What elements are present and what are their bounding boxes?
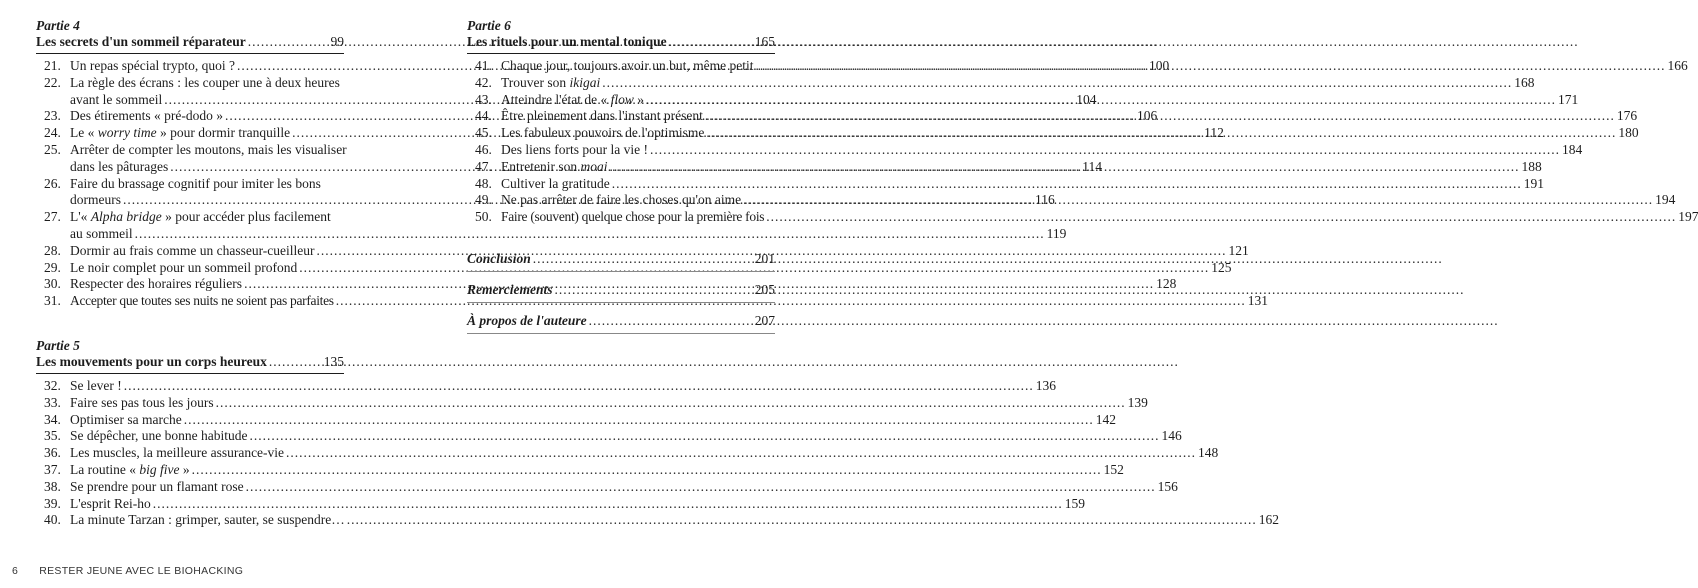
entry-number: 32. bbox=[44, 377, 61, 393]
entry-number: 50. bbox=[475, 209, 492, 225]
page-number: 197 bbox=[1678, 209, 1698, 225]
entry-number: 30. bbox=[44, 276, 61, 292]
entry-number: 37. bbox=[44, 461, 61, 477]
entry-title: Respecter des horaires réguliers bbox=[70, 276, 243, 292]
leader-dots bbox=[184, 412, 1094, 429]
page-number: 176 bbox=[1616, 108, 1638, 124]
entry-number: 39. bbox=[44, 495, 61, 511]
page-number: 116 bbox=[1035, 192, 1055, 208]
toc-entry[interactable] bbox=[36, 259, 1232, 277]
page-number: 188 bbox=[1521, 158, 1542, 174]
toc-entry[interactable] bbox=[467, 209, 1698, 226]
page-number: 162 bbox=[1258, 512, 1280, 528]
entry-number: 26. bbox=[44, 175, 61, 191]
entry-number: 28. bbox=[44, 242, 61, 258]
entry-number: 42. bbox=[475, 74, 492, 90]
toc-entry[interactable] bbox=[36, 411, 1116, 429]
entry-title: Arrêter de compter les moutons, mais les visualiser bbox=[70, 141, 347, 157]
entry-number: 23. bbox=[44, 108, 61, 124]
leader-dots bbox=[743, 192, 1653, 209]
part-title-row[interactable] bbox=[467, 33, 775, 54]
entry-number: 27. bbox=[44, 209, 61, 225]
entry-number: 49. bbox=[475, 192, 492, 208]
entry-number: 46. bbox=[475, 141, 492, 157]
entry-number: 36. bbox=[44, 445, 61, 461]
toc-entry[interactable] bbox=[467, 141, 1583, 159]
backmatter-title: À propos de l'auteure bbox=[467, 312, 587, 328]
leader-dots bbox=[153, 496, 1063, 513]
toc-entry[interactable] bbox=[36, 293, 1269, 310]
entry-title: Cultiver la gratitude bbox=[501, 175, 610, 191]
leader-dots bbox=[216, 395, 1126, 412]
leader-dots bbox=[250, 428, 1160, 445]
leader-dots bbox=[554, 281, 752, 298]
page-number: 156 bbox=[1157, 478, 1178, 494]
page-number: 194 bbox=[1655, 192, 1676, 208]
part-title-row[interactable] bbox=[36, 33, 344, 54]
entry-title: Faire du brassage cognitif pour imiter les bons bbox=[70, 175, 321, 191]
entry-title: Se prendre pour un flamant rose bbox=[70, 478, 244, 494]
entry-title: Se dépêcher, une bonne habitude bbox=[70, 428, 248, 444]
page-number: 112 bbox=[1204, 125, 1224, 141]
entry-title: Être pleinement dans l'instant présent bbox=[501, 108, 703, 124]
entry-title: Faire ses pas tous les jours bbox=[70, 394, 214, 410]
entry-number: 24. bbox=[44, 125, 61, 141]
entry-number: 44. bbox=[475, 108, 492, 124]
leader-dots bbox=[706, 125, 1616, 142]
backmatter-section bbox=[467, 250, 775, 334]
leader-dots bbox=[756, 58, 1666, 75]
page-number: 125 bbox=[1211, 259, 1232, 275]
toc-entry[interactable] bbox=[36, 445, 1219, 462]
page-number: 171 bbox=[1558, 91, 1579, 107]
leader-dots bbox=[248, 33, 327, 50]
entry-title: Des étirements « pré-dodo » bbox=[70, 108, 223, 124]
page-number: 146 bbox=[1161, 428, 1182, 444]
part-label: Partie 5 bbox=[36, 337, 80, 353]
leader-dots bbox=[766, 209, 1676, 226]
toc-entry[interactable] bbox=[36, 428, 1182, 445]
entry-title: La routine « big five » bbox=[70, 461, 190, 477]
page-number: 136 bbox=[1035, 377, 1056, 393]
toc-entry[interactable] bbox=[36, 478, 1178, 496]
entry-title: Chaque jour, toujours avoir un but, même petit bbox=[501, 58, 754, 73]
entry-number: 41. bbox=[475, 58, 492, 73]
part-label: Partie 4 bbox=[36, 18, 80, 33]
page-number: 152 bbox=[1103, 461, 1124, 477]
section-gap bbox=[36, 310, 344, 338]
entry-number: 33. bbox=[44, 394, 61, 410]
part-5-section bbox=[36, 337, 1280, 529]
leader-dots bbox=[705, 108, 1615, 125]
page-number: 99 bbox=[330, 34, 344, 49]
entry-title: Atteindre l'état de « flow » bbox=[501, 91, 645, 107]
page-number: 114 bbox=[1082, 158, 1102, 174]
entry-title: La règle des écrans : les couper une à deux heures bbox=[70, 74, 340, 90]
toc-entry[interactable] bbox=[467, 74, 1535, 92]
page-number: 191 bbox=[1523, 175, 1544, 191]
page-number: 180 bbox=[1618, 125, 1639, 141]
entry-number: 31. bbox=[44, 293, 61, 309]
leader-dots bbox=[246, 479, 1156, 496]
entry-title-continued: dormeurs bbox=[70, 192, 121, 208]
page-number: 148 bbox=[1198, 445, 1219, 461]
entry-number: 38. bbox=[44, 478, 61, 494]
leader-dots bbox=[269, 353, 320, 370]
page-number: 201 bbox=[754, 250, 775, 266]
page-number: 168 bbox=[1514, 74, 1535, 90]
entry-title: Se lever ! bbox=[70, 377, 122, 393]
page-number: 142 bbox=[1095, 411, 1116, 427]
toc-entry[interactable] bbox=[36, 495, 1086, 513]
page-number: 100 bbox=[1148, 58, 1170, 73]
leader-dots bbox=[533, 250, 753, 267]
entry-title: Faire (souvent) quelque chose pour la première fois bbox=[501, 209, 765, 225]
page-number: 184 bbox=[1561, 141, 1583, 157]
entry-title: L'« Alpha bridge » pour accéder plus facilement bbox=[70, 209, 331, 225]
entry-number: 35. bbox=[44, 428, 61, 444]
entry-number: 22. bbox=[44, 74, 61, 90]
entry-title: Le « worry time » pour dormir tranquille bbox=[70, 125, 291, 141]
part-title: Les secrets d'un sommeil réparateur bbox=[36, 34, 246, 49]
entry-title: Des liens forts pour la vie ! bbox=[501, 141, 648, 157]
page-number: 106 bbox=[1136, 108, 1158, 124]
page-number: 166 bbox=[1667, 58, 1688, 73]
leader-dots bbox=[347, 512, 1257, 529]
leader-dots bbox=[646, 92, 1556, 109]
part-title: Les rituels pour un mental tonique bbox=[467, 34, 667, 49]
leader-dots bbox=[192, 462, 1102, 479]
backmatter-conclusion[interactable] bbox=[467, 250, 775, 272]
backmatter-title: Remerciements bbox=[467, 281, 553, 297]
entry-title: Le noir complet pour un sommeil profond bbox=[70, 259, 298, 275]
page-number: 131 bbox=[1247, 293, 1269, 309]
page-folio: 6 bbox=[12, 565, 19, 577]
entry-number: 25. bbox=[44, 141, 61, 157]
entry-title: Ne pas arrêter de faire les choses qu'on aime bbox=[501, 192, 742, 208]
entry-title-continued: avant le sommeil bbox=[70, 91, 163, 107]
toc-entry[interactable] bbox=[36, 394, 1148, 412]
leader-dots bbox=[612, 176, 1522, 193]
toc-entry[interactable] bbox=[36, 377, 1056, 395]
entry-number: 47. bbox=[475, 158, 492, 174]
entry-title: Un repas spécial trypto, quoi ? bbox=[70, 58, 235, 73]
page-number: 121 bbox=[1228, 242, 1249, 258]
entry-number: 40. bbox=[44, 512, 61, 528]
entry-title: Entretenir son moai bbox=[501, 158, 608, 174]
backmatter-remerciements[interactable] bbox=[467, 281, 775, 303]
page-number: 128 bbox=[1156, 276, 1177, 292]
leader-dots bbox=[650, 142, 1560, 159]
entry-title: Dormir au frais comme un chasseur-cueilleur bbox=[70, 242, 315, 258]
page-number: 119 bbox=[1046, 225, 1067, 241]
leader-dots bbox=[609, 159, 1519, 176]
part-label: Partie 6 bbox=[467, 18, 511, 33]
page-number: 207 bbox=[754, 312, 775, 328]
entry-title: L'esprit Rei-ho bbox=[70, 495, 151, 511]
entry-title-continued: au sommeil bbox=[70, 225, 133, 241]
toc-entry[interactable] bbox=[36, 512, 1280, 529]
entry-title: Trouver son ikigai bbox=[501, 74, 601, 90]
leader-dots bbox=[669, 33, 751, 50]
running-head: RESTER JEUNE AVEC LE BIOHACKING bbox=[39, 565, 244, 577]
entry-number: 34. bbox=[44, 411, 61, 427]
leader-dots bbox=[589, 312, 753, 329]
entry-title: La minute Tarzan : grimper, sauter, se suspendre… bbox=[70, 512, 345, 528]
entry-number: 43. bbox=[475, 91, 492, 107]
entry-number: 45. bbox=[475, 125, 492, 141]
part-title-row[interactable] bbox=[36, 353, 344, 374]
running-footer bbox=[12, 565, 243, 577]
backmatter-about-author[interactable] bbox=[467, 312, 775, 334]
page-number: 159 bbox=[1064, 495, 1086, 511]
entry-number: 29. bbox=[44, 259, 61, 275]
leader-dots bbox=[602, 75, 1512, 92]
entry-title: Accepter que toutes ses nuits ne soient pas parfaites bbox=[70, 293, 334, 309]
page-number: 165 bbox=[754, 34, 775, 49]
entry-title-continued: dans les pâturages bbox=[70, 158, 169, 174]
entry-title: Les muscles, la meilleure assurance-vie bbox=[70, 445, 285, 461]
entry-number: 48. bbox=[475, 175, 492, 191]
toc-entry[interactable] bbox=[36, 461, 1124, 479]
backmatter-title: Conclusion bbox=[467, 250, 531, 266]
page-number: 104 bbox=[1076, 91, 1097, 107]
entry-title: Optimiser sa marche bbox=[70, 411, 182, 427]
page-number: 139 bbox=[1127, 394, 1148, 410]
part-title: Les mouvements pour un corps heureux bbox=[36, 353, 267, 369]
leader-dots bbox=[124, 378, 1034, 395]
entry-title: Les fabuleux pouvoirs de l'optimisme bbox=[501, 125, 705, 141]
leader-dots bbox=[286, 445, 1196, 462]
entry-number: 21. bbox=[44, 58, 61, 73]
toc-entry[interactable] bbox=[467, 175, 1544, 193]
page-number: 135 bbox=[323, 353, 344, 369]
page-number: 205 bbox=[754, 281, 775, 297]
